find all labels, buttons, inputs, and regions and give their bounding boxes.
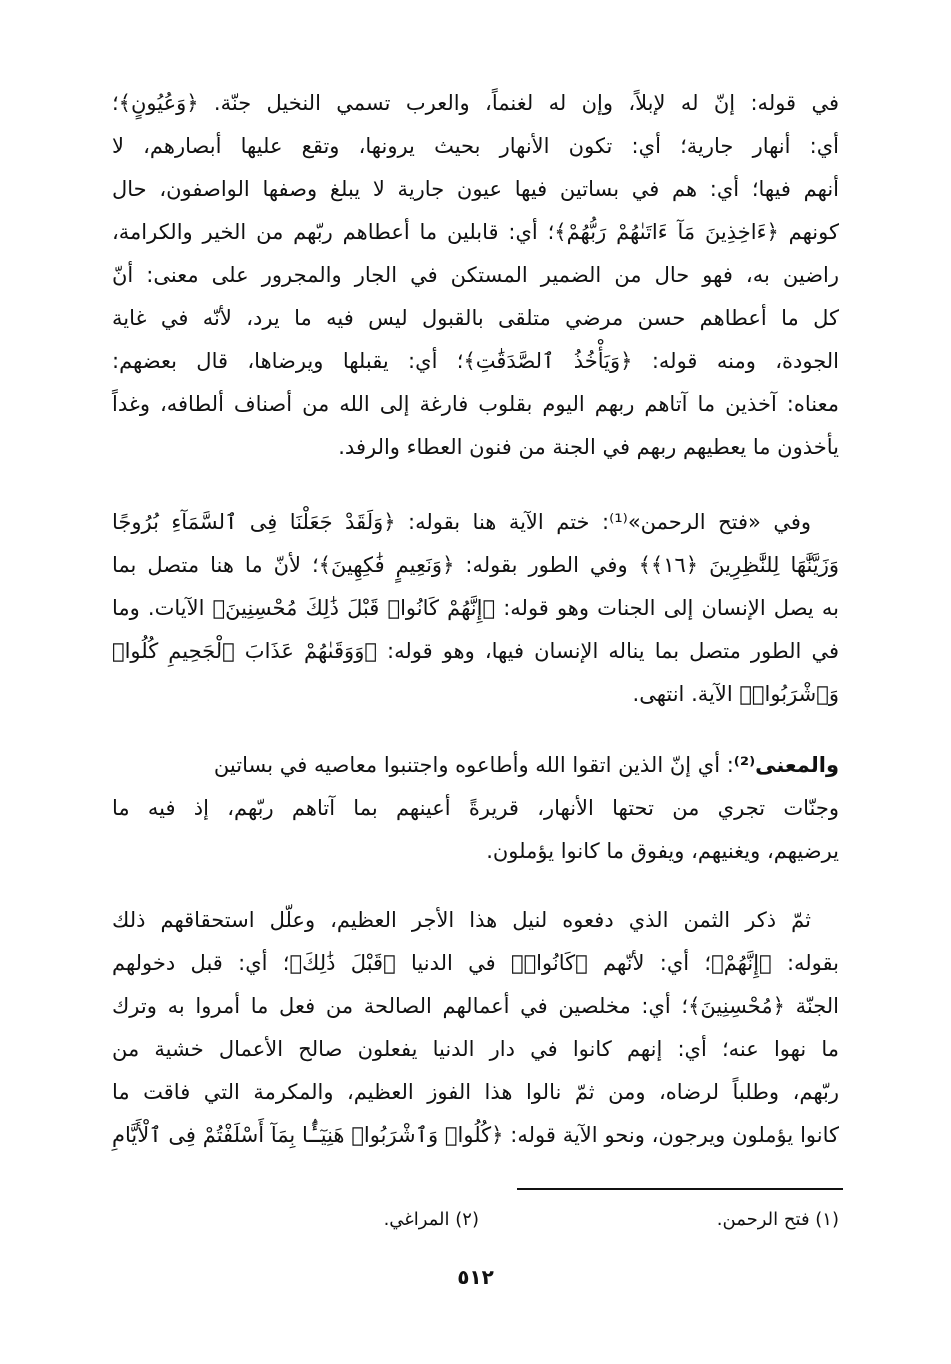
paragraph-3-line-1-text: : أي إنّ الذين اتقوا الله وأطاعوه واجتنبوا معاصيه في بساتين	[213, 753, 734, 777]
paragraph-1-line-6: كل ما أعطاهم حسن مرضي متلقى بالقبول ليس فيه ما يرد، لأنّه في غاية	[112, 306, 839, 330]
paragraph-2-line-3: به يصل الإنسان إلى الجنات وهو قوله: ﴿إِنَّهُمْ كَانُوا۟ قَبْلَ ذَٰلِكَ مُحْسِنِينَ﴾ الآيات. وما	[112, 596, 839, 620]
footnote-2: (٢) المراغي.	[383, 1209, 479, 1230]
paragraph-3-line-1	[112, 745, 839, 785]
paragraph-4-line-2: بقوله: ﴿إِنَّهُمْ﴾؛ أي: لأنّهم ﴿كَانُوا۟﴾ في الدنيا ﴿قَبْلَ ذَٰلِكَ﴾؛ أي: قبل دخولهم	[112, 951, 839, 975]
paragraph-1-line-8: معناه: آخذين ما آتاهم ربهم اليوم بقلوب فارغة إلى الله من أصناف ألطافه، وغداً	[112, 392, 839, 416]
paragraph-2-line-5: وَٱشْرَبُوا۟﴾ الآية. انتهى.	[632, 682, 839, 706]
paragraph-3-line-3: يرضيهم، ويغنيهم، ويفوق ما كانوا يؤملون.	[486, 839, 839, 863]
paragraph-4-line-5: ربّهم، وطلباً لرضاه، ومن ثمّ نالوا هذا الفوز العظيم، والمكرمة التي فاقت ما	[112, 1080, 839, 1104]
paragraph-3-line-2: وجنّات تجري من تحتها الأنهار، قريرةً أعينهم بما آتاهم ربّهم، إذ فيه ما	[112, 796, 839, 820]
paragraph-4-line-1: ثمّ ذكر الثمن الذي دفعوه لنيل هذا الأجر العظيم، وعلّل استحقاقهم ذلك	[112, 908, 811, 932]
paragraph-3-lead: والمعنى⁽²⁾	[733, 753, 839, 777]
paragraph-4-line-3: الجنّة ﴿مُحْسِنِينَ﴾؛ أي: مخلصين في أعمالهم الصالحة من فعل ما أمروا به وترك	[112, 994, 839, 1018]
paragraph-1-line-2: أي: أنهار جارية؛ أي: تكون الأنهار بحيث يرونها، وتقع عليها أبصارهم، لا	[112, 134, 839, 158]
page-number: ٥١٢	[457, 1265, 494, 1289]
paragraph-2-line-4: في الطور متصل بما يناله الإنسان فيها، وهو قوله: ﴿وَوَقَىٰهُمْ عَذَابَ ٱلْجَحِيمِ كُلُوا۟	[112, 639, 839, 663]
paragraph-1-line-4: كونهم ﴿ءَاخِذِينَ مَآ ءَاتَىٰهُمْ رَبُّهُمْ﴾؛ أي: قابلين ما أعطاهم ربّهم من الخير والكرامة،	[112, 220, 839, 244]
paragraph-1-line-3: أنهم فيها؛ أي: هم في بساتين فيها عيون جارية لا يبلغ وصفها الواصفون، حال	[112, 177, 839, 201]
paragraph-1-line-1: في قوله: إنّ له لإبلاً، وإن له لغنماً، والعرب تسمي النخيل جنّة. ﴿وَعُيُونٍ﴾؛	[112, 91, 839, 115]
paragraph-1-line-5: راضين به، فهو حال من الضمير المستكن في الجار والمجرور على معنى: أنّ	[112, 263, 839, 287]
footnote-separator	[517, 1188, 843, 1190]
paragraph-2-line-2: وَزَيَّنَّٰهَا لِلنَّٰظِرِينَ ﴿١٦﴾﴾ وفي الطور بقوله: ﴿وَنَعِيمٍ فَٰكِهِينَ﴾؛ لأنّ ما هنا متصل بما	[112, 553, 840, 577]
paragraph-1-line-9: يأخذون ما يعطيهم ربهم في الجنة من فنون العطاء والرفد.	[338, 435, 839, 459]
paragraph-2-line-1: وفي «فتح الرحمن»⁽¹⁾: ختم الآية هنا بقوله: ﴿وَلَقَدْ جَعَلْنَا فِى ٱلسَّمَآءِ بُرُوجًا	[112, 510, 812, 534]
footnote-1: (١) فتح الرحمن.	[716, 1209, 839, 1230]
paragraph-1-line-7: الجودة، ومنه قوله: ﴿وَيَأْخُذُ ٱلصَّدَقَٰتِ﴾؛ أي: يقبلها ويرضاها، قال بعضهم:	[112, 349, 839, 373]
paragraph-4-line-6: كانوا يؤملون ويرجون، ونحو الآية قوله: ﴿كُلُوا۟ وَٱشْرَبُوا۟ هَنِيٓـًٔۢا بِمَآ أَسْلَفْتُمْ فِى ٱلْأَيَّامِ	[112, 1123, 839, 1147]
paragraph-4-line-4: ما نهوا عنه؛ أي: إنهم كانوا في دار الدنيا يفعلون صالح الأعمال خشية من	[112, 1037, 839, 1061]
